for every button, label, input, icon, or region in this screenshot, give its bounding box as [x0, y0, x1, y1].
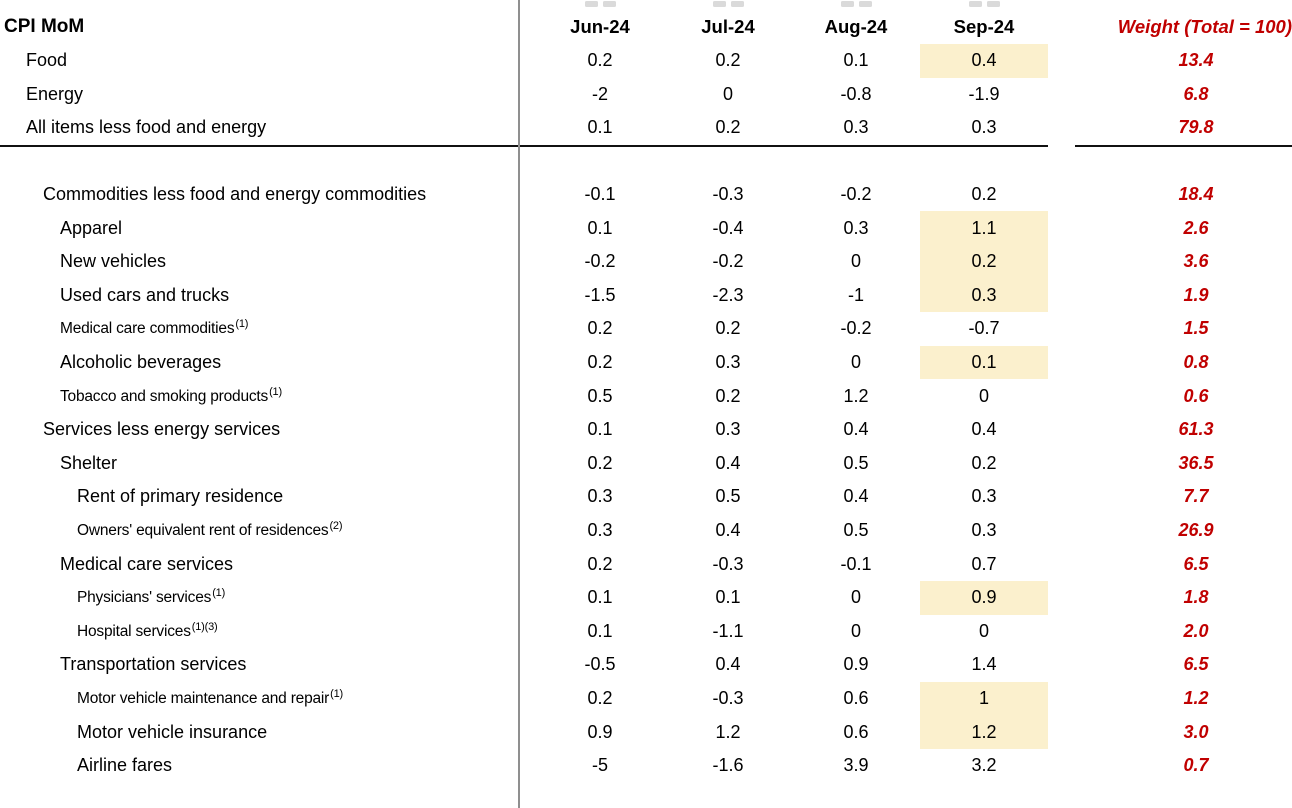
value-cell: 0.3	[587, 486, 613, 507]
row-label-cell	[0, 245, 518, 279]
value-cell: 0.4	[715, 452, 741, 473]
table-row	[0, 480, 1292, 514]
clipped-text-remnant	[713, 1, 744, 7]
weight-cell: 3.6	[1183, 251, 1209, 272]
value-cell: 3.2	[971, 755, 997, 776]
column-header-aug-24: Aug-24	[824, 15, 888, 37]
row-label: Motor vehicle maintenance and repair$^{(1)}$	[77, 687, 343, 708]
table-row	[0, 615, 1292, 649]
value-cell: -0.2	[712, 251, 744, 272]
column-header-jul-24: Jul-24	[701, 15, 755, 37]
row-label: Services less energy services	[43, 419, 281, 440]
value-cell: 0.4	[843, 486, 869, 507]
column-divider-line	[518, 0, 520, 808]
table-row	[0, 346, 1292, 380]
weight-cell: 6.8	[1183, 83, 1209, 104]
value-cell: 0.5	[587, 385, 613, 406]
value-cell-highlighted: 1.2	[920, 715, 1048, 749]
row-label: New vehicles	[60, 251, 167, 272]
row-label-cell	[0, 312, 518, 346]
footnote-marker: (1)	[330, 687, 343, 700]
value-cell: 0.1	[587, 117, 613, 138]
row-label: Shelter	[60, 452, 118, 473]
value-cell: 0.4	[715, 520, 741, 541]
weight-cell: 6.5	[1183, 654, 1209, 675]
row-label: Physicians' services$^{(1)}$	[77, 587, 226, 607]
value-cell: 0.3	[715, 419, 741, 440]
row-label: Rent of primary residence	[77, 486, 284, 507]
row-label-cell	[0, 682, 518, 716]
value-cell: -0.3	[712, 553, 744, 574]
value-cell: -0.5	[584, 654, 616, 675]
clipped-previous-row	[0, 0, 1292, 9]
footnote-marker: (1)	[212, 587, 226, 600]
value-cell: 0.1	[715, 587, 741, 608]
section-rule-weight-segment	[1075, 145, 1292, 148]
value-cell: 1.2	[843, 385, 869, 406]
value-cell: 0.2	[587, 50, 613, 71]
row-label: All items less food and energy	[26, 117, 267, 138]
section-rule	[0, 145, 1292, 148]
value-cell: -0.2	[840, 318, 872, 339]
row-label-cell	[0, 78, 518, 112]
value-cell: -0.1	[840, 553, 872, 574]
value-cell: 0.7	[971, 553, 997, 574]
value-cell: 0.2	[587, 553, 613, 574]
table-title: CPI MoM	[4, 15, 85, 37]
clipped-text-remnant	[969, 1, 1000, 7]
value-cell: 0.5	[843, 520, 869, 541]
row-label: Medical care commodities$^{(1)}$	[60, 318, 249, 338]
value-cell-highlighted: 0.9	[920, 581, 1048, 615]
value-cell: -0.3	[712, 687, 744, 708]
value-cell: 0.3	[715, 352, 741, 373]
value-cell: 0.2	[971, 452, 997, 473]
value-cell-highlighted: 1	[920, 682, 1048, 716]
value-cell: 0.3	[971, 520, 997, 541]
table-row	[0, 211, 1292, 245]
weight-cell: 13.4	[1178, 50, 1214, 71]
value-cell: 0.5	[715, 486, 741, 507]
value-cell: -0.7	[968, 318, 1000, 339]
value-cell: -1.9	[968, 83, 1000, 104]
weight-cell: 18.4	[1178, 184, 1214, 205]
weight-cell: 61.3	[1178, 419, 1214, 440]
row-label-cell	[0, 447, 518, 481]
value-cell: 0.3	[587, 520, 613, 541]
weight-cell: 36.5	[1178, 452, 1214, 473]
table-row	[0, 547, 1292, 581]
weight-cell: 79.8	[1178, 117, 1214, 138]
value-cell: 0.5	[843, 452, 869, 473]
weight-cell: 0.7	[1183, 755, 1209, 776]
value-cell: 0.6	[843, 721, 869, 742]
value-cell-highlighted: 0.3	[920, 279, 1048, 313]
row-label-cell	[0, 413, 518, 447]
weight-cell: 2.6	[1183, 217, 1209, 238]
value-cell: 1.4	[971, 654, 997, 675]
value-cell-highlighted: 1.1	[920, 211, 1048, 245]
value-cell: -1.5	[584, 284, 616, 305]
value-cell: 0.9	[587, 721, 613, 742]
row-label: Transportation services	[60, 654, 247, 675]
value-cell: 0.1	[587, 217, 613, 238]
value-cell: 0.2	[971, 184, 997, 205]
row-label-cell	[0, 648, 518, 682]
weight-cell: 0.8	[1183, 352, 1209, 373]
footnote-marker: (1)	[235, 318, 249, 331]
column-header-jun-24: Jun-24	[570, 15, 630, 37]
section-rule-left-segment	[0, 145, 1048, 148]
value-cell: 0.2	[587, 352, 613, 373]
value-cell-highlighted: 0.1	[920, 346, 1048, 380]
table-row	[0, 44, 1292, 78]
value-cell: 0.3	[843, 217, 869, 238]
table-row	[0, 682, 1292, 716]
row-label-cell	[0, 715, 518, 749]
row-label: Apparel	[60, 217, 123, 238]
value-cell: 0.1	[587, 419, 613, 440]
table-row	[0, 413, 1292, 447]
row-label: Owners' equivalent rent of residences$^{(2)}$	[77, 519, 343, 540]
section-gap	[0, 148, 1292, 178]
footnote-marker: (1)	[269, 385, 282, 398]
row-label-cell	[0, 379, 518, 413]
table-row	[0, 749, 1292, 783]
row-label: Tobacco and smoking products$^{(1)}$	[60, 385, 282, 405]
row-label: Medical care services	[60, 553, 234, 574]
table-body	[0, 44, 1292, 782]
value-cell: 0.4	[715, 654, 741, 675]
value-cell: 0.6	[843, 687, 869, 708]
weight-cell: 26.9	[1178, 520, 1214, 541]
row-label: Alcoholic beverages	[60, 352, 222, 373]
row-label-cell	[0, 547, 518, 581]
weight-cell: 1.2	[1183, 687, 1209, 708]
row-label: Hospital services$^{(1)(3)}$	[77, 620, 218, 640]
row-label: Food	[26, 50, 68, 71]
row-label: Used cars and trucks	[60, 284, 230, 305]
row-label-cell	[0, 749, 518, 783]
value-cell: 0.4	[971, 419, 997, 440]
value-cell: 0.2	[715, 117, 741, 138]
value-cell: -0.3	[712, 184, 744, 205]
footnote-marker: (1)(3)	[191, 620, 218, 633]
value-cell: -2	[591, 83, 608, 104]
weight-cell: 2.0	[1183, 620, 1209, 641]
value-cell: 0.2	[715, 50, 741, 71]
value-cell: 0.3	[971, 117, 997, 138]
value-cell: 0.3	[971, 486, 997, 507]
value-cell: 0.1	[587, 587, 613, 608]
weight-cell: 1.9	[1183, 284, 1209, 305]
weight-cell: 0.6	[1183, 385, 1209, 406]
row-label-cell	[0, 581, 518, 615]
table-row	[0, 581, 1292, 615]
value-cell: -0.4	[712, 217, 744, 238]
value-cell: -1.1	[712, 620, 744, 641]
clipped-text-remnant	[841, 1, 872, 7]
value-cell: 0	[850, 587, 861, 608]
weight-cell: 1.5	[1183, 318, 1209, 339]
value-cell: 0	[850, 251, 861, 272]
value-cell: 3.9	[843, 755, 869, 776]
row-label-cell	[0, 514, 518, 548]
value-cell: 0.2	[587, 318, 613, 339]
table-row	[0, 379, 1292, 413]
value-cell: 0.2	[587, 452, 613, 473]
value-cell: -0.1	[584, 184, 616, 205]
table-row	[0, 78, 1292, 112]
row-label-cell	[0, 211, 518, 245]
value-cell: 0.9	[843, 654, 869, 675]
value-cell: 0	[978, 620, 989, 641]
row-label-cell	[0, 111, 518, 145]
value-cell: -0.8	[840, 83, 872, 104]
row-label: Commodities less food and energy commodities	[43, 184, 427, 205]
table-row	[0, 312, 1292, 346]
weight-cell: 3.0	[1183, 721, 1209, 742]
value-cell: 0.1	[587, 620, 613, 641]
value-cell: 0	[722, 83, 733, 104]
value-cell: -0.2	[840, 184, 872, 205]
column-header-sep-24: Sep-24	[953, 15, 1015, 37]
table-row	[0, 447, 1292, 481]
weight-cell: 6.5	[1183, 553, 1209, 574]
column-header-weight: Weight (Total = 100)	[1117, 15, 1292, 37]
row-label-cell	[0, 44, 518, 78]
clipped-text-remnant	[585, 1, 616, 7]
value-cell: 0.4	[843, 419, 869, 440]
weight-cell: 1.8	[1183, 587, 1209, 608]
value-cell: -0.2	[584, 251, 616, 272]
table-header-row	[0, 9, 1292, 44]
row-label-cell	[0, 279, 518, 313]
table-row	[0, 279, 1292, 313]
value-cell: -1	[847, 284, 864, 305]
value-cell: 0	[850, 352, 861, 373]
weight-cell: 7.7	[1183, 486, 1209, 507]
value-cell: 0.1	[843, 50, 869, 71]
value-cell: 0.2	[715, 318, 741, 339]
value-cell: -2.3	[712, 284, 744, 305]
value-cell: -1.6	[712, 755, 744, 776]
footnote-marker: (2)	[329, 519, 343, 532]
value-cell: 0	[850, 620, 861, 641]
value-cell: 1.2	[715, 721, 741, 742]
value-cell: 0	[978, 385, 989, 406]
value-cell-highlighted: 0.2	[920, 245, 1048, 279]
value-cell-highlighted: 0.4	[920, 44, 1048, 78]
row-label: Airline fares	[77, 755, 173, 776]
table-row	[0, 648, 1292, 682]
table-row	[0, 178, 1292, 212]
table-row	[0, 111, 1292, 145]
row-label: Energy	[26, 83, 84, 104]
table-row	[0, 514, 1292, 548]
value-cell: 0.3	[843, 117, 869, 138]
row-label-cell	[0, 346, 518, 380]
value-cell: 0.2	[715, 385, 741, 406]
row-label-cell	[0, 178, 518, 212]
table-row	[0, 245, 1292, 279]
row-label-cell	[0, 480, 518, 514]
row-label: Motor vehicle insurance	[77, 721, 268, 742]
value-cell: -5	[591, 755, 608, 776]
row-label-cell	[0, 615, 518, 649]
table-row	[0, 715, 1292, 749]
value-cell: 0.2	[587, 687, 613, 708]
